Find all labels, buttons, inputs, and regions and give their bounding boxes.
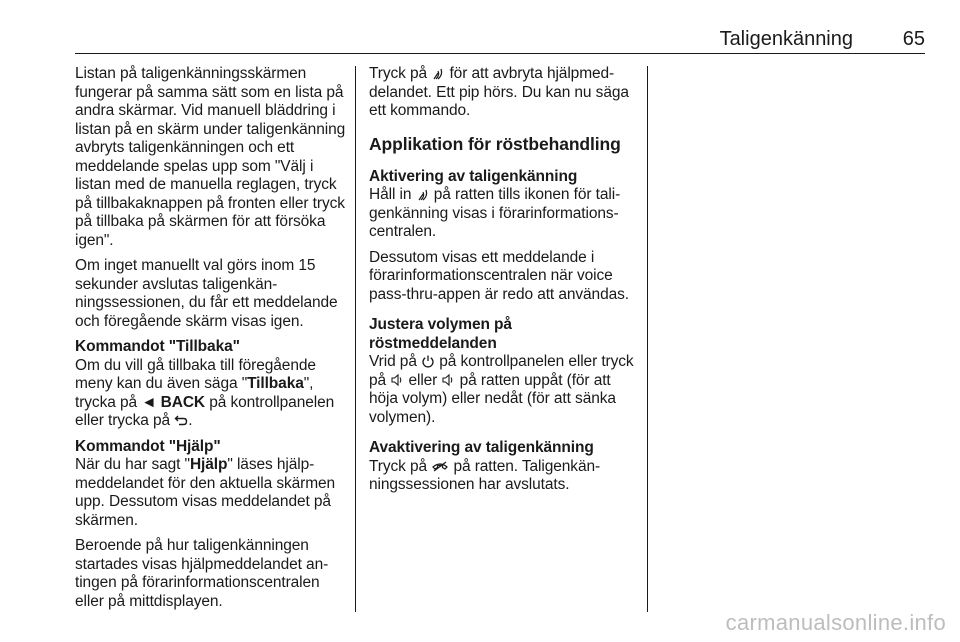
- back-arrow-icon: [174, 413, 188, 427]
- heading-activation: Aktivering av taligenkänning: [369, 167, 578, 185]
- paragraph-cancel-help: Tryck på för att avbryta hjälpmeddelandet. Ett pip hörs. Du kan nu säga ett kommando.: [369, 65, 629, 119]
- heading-help-command: Kommandot "Hjälp": [75, 437, 221, 455]
- paragraph-volume: Vrid på på kontrollpanelen eller tryck på eller på ratten uppåt (för att höja volym) eller nedåt (för att sänka volymen).: [369, 353, 634, 426]
- volume-up-icon: [390, 373, 404, 387]
- right-column: [369, 65, 635, 502]
- end-call-icon: [431, 459, 449, 473]
- column-divider-right: [647, 66, 648, 612]
- header-rule: [75, 53, 925, 54]
- heading-volume: Justera volymen på röstmeddelanden: [369, 316, 512, 352]
- voice-command-icon: [431, 66, 445, 80]
- power-knob-icon: [421, 354, 435, 368]
- page-number: 65: [902, 28, 925, 50]
- paragraph-deactivation: Tryck på på ratten. Taligenkänningssessionen har avslutats.: [369, 457, 601, 493]
- paragraph-back-command: Om du vill gå tillbaka till föregående meny kan du även säga "Tillbaka", trycka på ◄ BACK på kontrollpanelen eller trycka på .: [75, 356, 335, 429]
- heading-deactivation: Avaktivering av taligenkänning: [369, 439, 594, 456]
- page-header: [75, 28, 925, 50]
- back-button-label: ◄ BACK: [141, 393, 206, 411]
- section-title: Applikation för röstbehandling: [369, 133, 621, 154]
- voice-command-icon: [416, 187, 430, 201]
- page-title: Taligenkänning: [719, 28, 853, 50]
- paragraph-list-behaviour: Listan på taligenkänningsskärmen fungerar på samma sätt som en lista på andra skärmar. Vid manuell bläddring i listan på en skärm under taligenkänning avbryts taligenkänningen och ett meddelande spelas upp som "Välj i listan med de manuella reglagen, tryck på tillbakaknappen på fronten eller tryck på tillbaka på skärmen för att försöka igen".: [75, 65, 346, 249]
- paragraph-timeout: Om inget manuellt val görs inom 15 sekunder avslutas taligenkänningssessionen, du får ett meddelande och föregående skärm visas igen.: [75, 257, 338, 330]
- heading-back-command: Kommandot "Tillbaka": [75, 338, 240, 355]
- left-column: [75, 65, 348, 618]
- watermark: carmanualsonline.info: [725, 610, 946, 635]
- paragraph-help-command: När du har sagt "Hjälp" läses hjälpmeddelandet för den aktuella skärmen upp. Dessutom visas meddelandet på skärmen.: [75, 456, 336, 529]
- volume-down-icon: [441, 373, 455, 387]
- paragraph-voice-passthru: Dessutom visas ett meddelande i förarinformationscentralen när voice pass-thru-appen är redo att användas.: [369, 248, 629, 303]
- paragraph-help-display: Beroende på hur taligenkänningen startades visas hjälpmeddelandet antingen på förarinformationscentralen eller på mittdisplayen.: [75, 537, 329, 610]
- paragraph-activation: Håll in på ratten tills ikonen för taligenkänning visas i förarinformationscentralen.: [369, 186, 621, 240]
- column-divider-left: [355, 66, 356, 612]
